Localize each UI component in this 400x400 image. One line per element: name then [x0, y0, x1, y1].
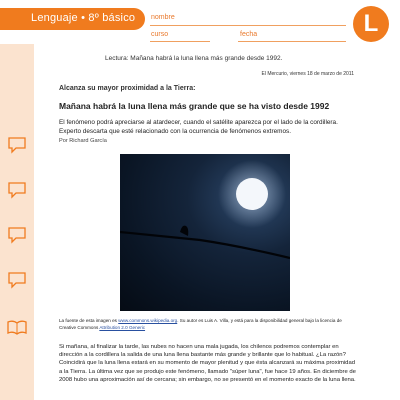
article-subheading: Alcanza su mayor proximidad a la Tierra:: [59, 85, 196, 92]
credit-prefix: La fuente de esta imagen es: [59, 318, 119, 323]
reading-title: Lectura: Mañana habrá la luna llena más grande desde 1992.: [105, 55, 283, 62]
credit-middle: . Su autor es Luis A. Villa, y está para la disponibilidad general bajo la licencia de Creative Commons: [59, 318, 342, 330]
course-field-line[interactable]: [150, 41, 210, 42]
moon: [236, 178, 268, 210]
speech-bubble-icon: [6, 269, 28, 291]
speech-bubble-icon: [6, 134, 28, 156]
date-field-label: fecha: [240, 31, 258, 38]
subject-label: Lenguaje • 8º básico: [31, 12, 136, 24]
image-credit: [59, 317, 357, 331]
credit-license-link[interactable]: Attribution 2.0 Generic: [99, 325, 146, 330]
speech-bubble-icon: [6, 224, 28, 246]
date-field-line[interactable]: [238, 41, 346, 42]
moon-photo-graphic: [120, 154, 290, 311]
article-lead: El fenómeno podrá apreciarse al atardecer, cuando el satélite aparezca por el lado de la cordillera. Experto descarta que esté relacionado con la ocurrencia de fenómenos extremos.: [59, 119, 338, 135]
left-sidebar: [0, 44, 34, 400]
name-field-line[interactable]: [150, 25, 346, 26]
article-paragraph: Si mañana, al finalizar la tarde, las nubes no hacen una mala jugada, los chilenos podremos contemplar en dirección a la cordillera la salida de una luna llena bastante más grande y brillante que lo habitual. ¿La razón? Coincidirá que la luna llena estará en su momento de mayor plenitud y que ésta alcanzará su máxima proximidad a la Tierra. La última vez que se produjo este fenómeno, llamado "súper luna", fue hace 19 años. En diciembre de 2008 hubo una aproximación así de cercana; sin embargo, no se presentó en el momento exacto de la luna llena.: [59, 344, 356, 383]
power-line: [120, 232, 290, 258]
open-book-icon: [6, 316, 28, 338]
article-headline: Mañana habrá la luna llena más grande que se ha visto desde 1992: [59, 101, 330, 111]
bird-silhouette: [180, 226, 188, 236]
article-byline: Por Richard García: [59, 138, 107, 144]
subject-logo: L: [353, 6, 389, 42]
speech-bubble-icon: [6, 179, 28, 201]
moon-photo: [120, 154, 290, 311]
source-date: El Mercurio, viernes 18 de marzo de 2011: [261, 71, 354, 77]
worksheet-header: [0, 0, 400, 42]
course-field-label: curso: [151, 31, 169, 38]
credit-source-link[interactable]: www.commons.wikipedia.org: [118, 318, 178, 323]
name-field-label: nombre: [151, 14, 175, 21]
